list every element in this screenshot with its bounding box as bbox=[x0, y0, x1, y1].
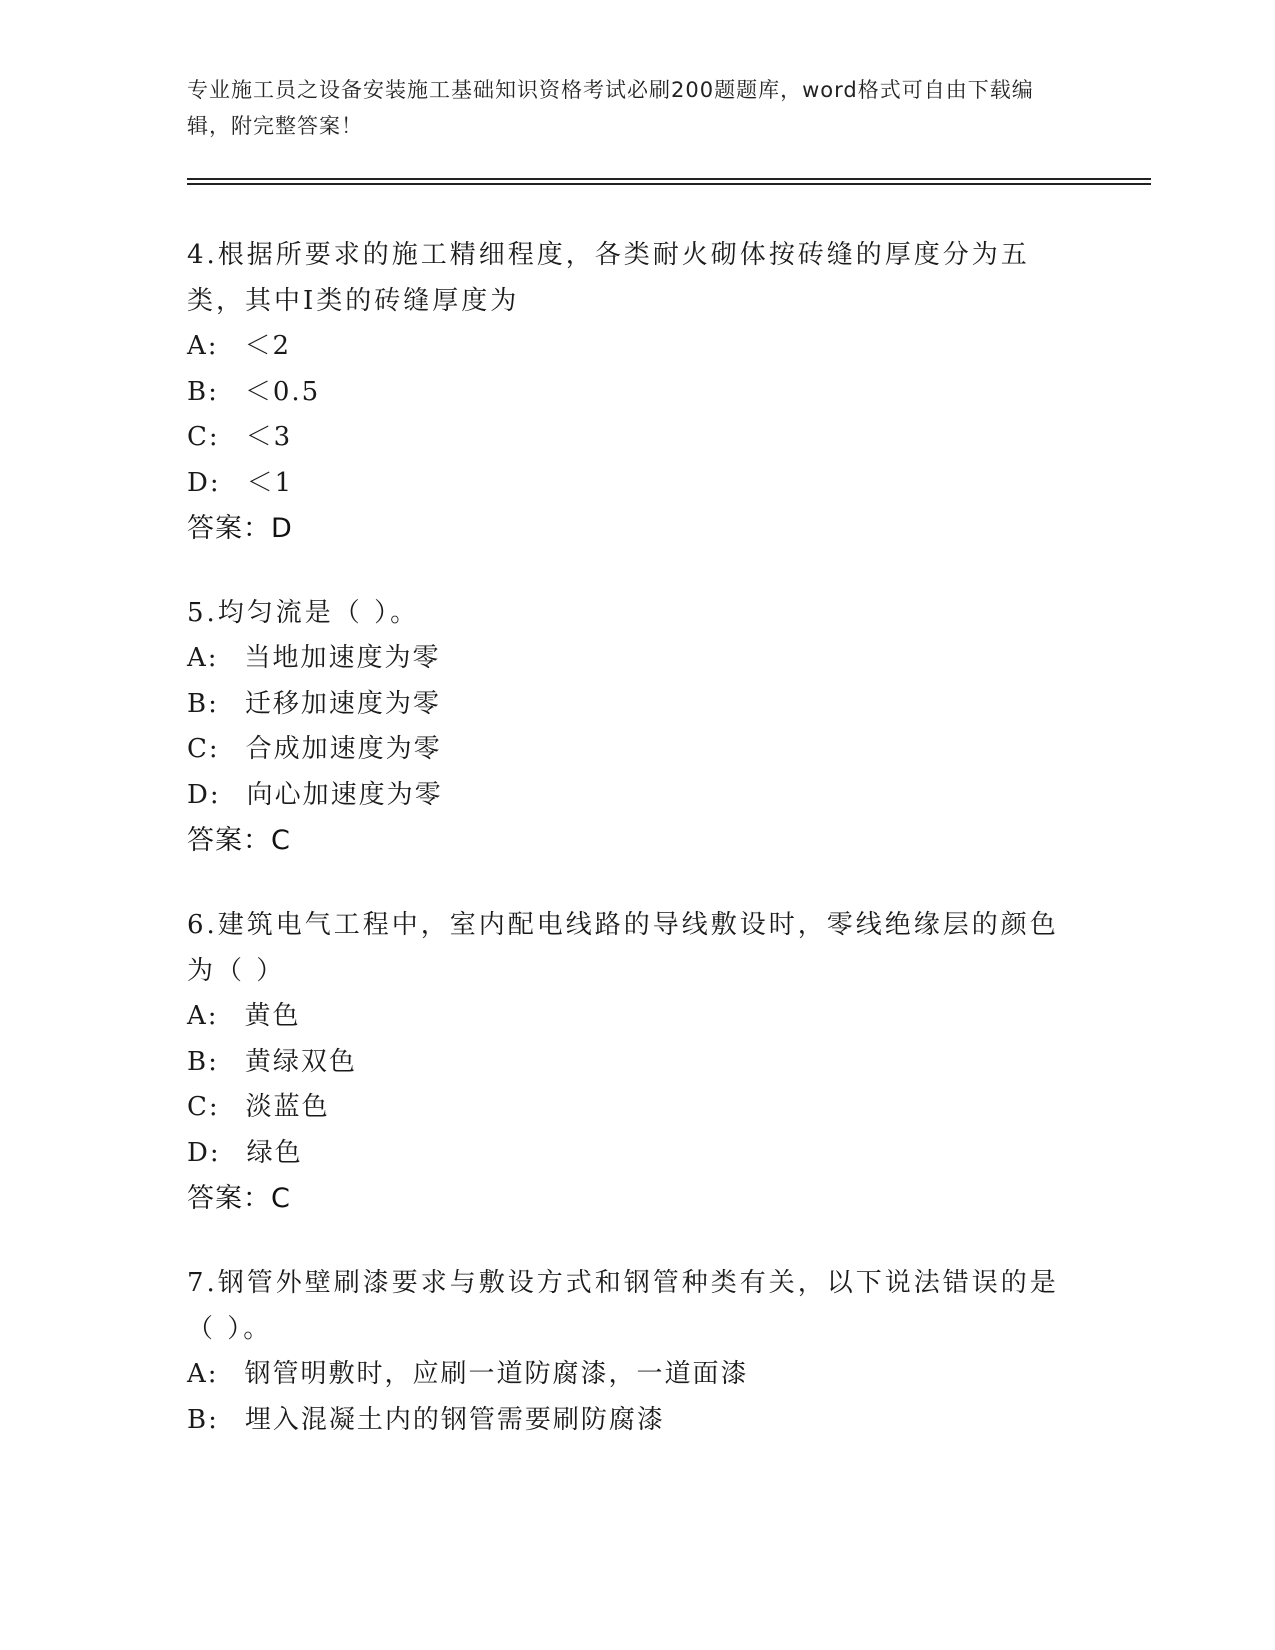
option-text: 黄色 bbox=[244, 1001, 301, 1031]
option-key: B: bbox=[187, 1404, 219, 1435]
question-text: 7.钢管外壁刷漆要求与敷设方式和钢管种类有关，以下说法错误的是（ ）。 bbox=[187, 1268, 1059, 1344]
option-key: C: bbox=[187, 734, 220, 764]
document-header: 专业施工员之设备安装施工基础知识资格考试必刷200题题库，word格式可自由下载编辑，附完整答案！ bbox=[187, 78, 1034, 138]
option-d bbox=[187, 461, 1087, 507]
option-a bbox=[187, 1352, 1087, 1398]
option-text: 向心加速度为零 bbox=[246, 779, 443, 810]
option-key: A: bbox=[187, 643, 219, 673]
answer-line: 答案：D bbox=[187, 513, 293, 544]
question-text: 5.均匀流是（ ）。 bbox=[187, 598, 420, 628]
option-a bbox=[187, 636, 1087, 682]
option-key: D: bbox=[187, 467, 221, 498]
option-a bbox=[187, 994, 1087, 1040]
option-b bbox=[187, 682, 1087, 728]
option-text: 迁移加速度为零 bbox=[244, 688, 441, 719]
header-divider-top bbox=[187, 178, 1151, 180]
question-6 bbox=[187, 902, 1087, 1222]
option-key: A: bbox=[187, 331, 219, 361]
question-list bbox=[187, 232, 1087, 1481]
option-key: A: bbox=[187, 1001, 219, 1031]
answer-line: 答案：C bbox=[187, 1183, 291, 1214]
option-text: ＜2 bbox=[244, 331, 292, 361]
option-text: ＜0.5 bbox=[244, 376, 321, 407]
option-text: ＜1 bbox=[246, 467, 294, 498]
option-b bbox=[187, 1040, 1087, 1086]
question-text: 6.建筑电气工程中，室内配电线路的导线敷设时，零线绝缘层的颜色为（ ） bbox=[187, 910, 1059, 986]
question-5 bbox=[187, 590, 1087, 864]
option-key: B: bbox=[187, 1046, 219, 1077]
option-c bbox=[187, 415, 1087, 461]
option-key: C: bbox=[187, 1092, 220, 1122]
option-c bbox=[187, 1085, 1087, 1131]
option-text: 当地加速度为零 bbox=[244, 643, 441, 673]
option-a bbox=[187, 324, 1087, 370]
option-text: 埋入混凝土内的钢管需要刷防腐漆 bbox=[244, 1404, 665, 1435]
option-text: 绿色 bbox=[246, 1137, 303, 1168]
option-key: D: bbox=[187, 1137, 221, 1168]
question-text: 4.根据所要求的施工精细程度，各类耐火砌体按砖缝的厚度分为五类，其中Ⅰ类的砖缝厚度为 bbox=[187, 240, 1030, 316]
option-b bbox=[187, 1398, 1087, 1444]
option-text: 钢管明敷时，应刷一道防腐漆，一道面漆 bbox=[244, 1359, 749, 1389]
option-key: B: bbox=[187, 376, 219, 407]
question-7 bbox=[187, 1260, 1087, 1443]
option-b bbox=[187, 370, 1087, 416]
option-text: 黄绿双色 bbox=[244, 1046, 357, 1077]
option-text: 淡蓝色 bbox=[245, 1092, 330, 1122]
option-d bbox=[187, 773, 1087, 819]
header-divider-bottom bbox=[187, 183, 1151, 185]
answer-line: 答案：C bbox=[187, 825, 291, 856]
question-4 bbox=[187, 232, 1087, 552]
option-key: B: bbox=[187, 688, 219, 719]
option-c bbox=[187, 727, 1087, 773]
option-key: D: bbox=[187, 779, 221, 810]
option-key: C: bbox=[187, 422, 220, 452]
option-text: ＜3 bbox=[245, 422, 293, 452]
option-text: 合成加速度为零 bbox=[245, 734, 442, 764]
option-d bbox=[187, 1131, 1087, 1177]
option-key: A: bbox=[187, 1359, 219, 1389]
